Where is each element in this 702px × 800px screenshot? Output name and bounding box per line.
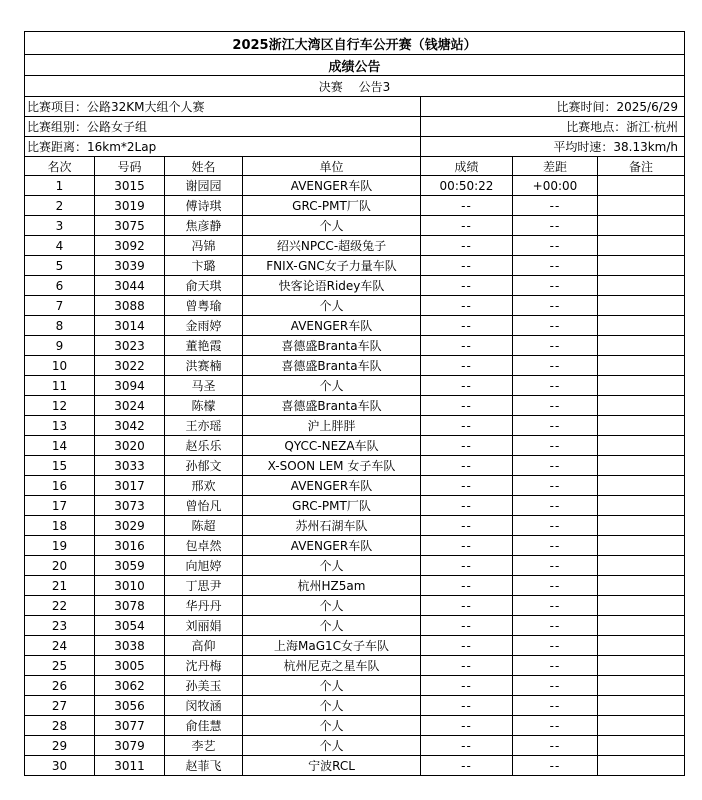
- cell-name: 马圣: [165, 376, 243, 396]
- column-header-result: 成绩: [421, 157, 513, 176]
- cell-gap: --: [513, 756, 598, 776]
- cell-rank: 4: [25, 236, 95, 256]
- cell-result: --: [421, 276, 513, 296]
- cell-name: 孙美玉: [165, 676, 243, 696]
- cell-rank: 23: [25, 616, 95, 636]
- cell-note: [598, 276, 685, 296]
- cell-rank: 17: [25, 496, 95, 516]
- cell-note: [598, 316, 685, 336]
- group-info: 比赛组别：公路女子组: [25, 117, 421, 137]
- event-info: 比赛项目：公路32KM大组个人赛: [25, 97, 421, 117]
- cell-name: 华丹丹: [165, 596, 243, 616]
- cell-rank: 6: [25, 276, 95, 296]
- table-row: [25, 316, 685, 336]
- cell-name: 李艺: [165, 736, 243, 756]
- cell-name: 刘丽娟: [165, 616, 243, 636]
- table-row: [25, 236, 685, 256]
- cell-name: 卞璐: [165, 256, 243, 276]
- cell-bib: 3023: [95, 336, 165, 356]
- cell-team: 沪上胖胖: [243, 416, 421, 436]
- cell-result: --: [421, 696, 513, 716]
- cell-team: 个人: [243, 616, 421, 636]
- cell-result: --: [421, 336, 513, 356]
- cell-name: 高仰: [165, 636, 243, 656]
- table-row: [25, 216, 685, 236]
- cell-rank: 1: [25, 176, 95, 196]
- table-row: [25, 656, 685, 676]
- cell-result: --: [421, 476, 513, 496]
- cell-note: [598, 416, 685, 436]
- cell-gap: --: [513, 616, 598, 636]
- cell-team: 个人: [243, 556, 421, 576]
- cell-gap: --: [513, 636, 598, 656]
- column-header-note: 备注: [598, 157, 685, 176]
- cell-rank: 18: [25, 516, 95, 536]
- cell-rank: 22: [25, 596, 95, 616]
- cell-rank: 30: [25, 756, 95, 776]
- table-row: [25, 336, 685, 356]
- cell-result: --: [421, 516, 513, 536]
- cell-team: 绍兴NPCC-超级兔子: [243, 236, 421, 256]
- cell-note: [598, 256, 685, 276]
- cell-name: 赵乐乐: [165, 436, 243, 456]
- cell-team: AVENGER车队: [243, 316, 421, 336]
- cell-name: 赵菲飞: [165, 756, 243, 776]
- cell-gap: --: [513, 316, 598, 336]
- table-row: [25, 456, 685, 476]
- cell-gap: --: [513, 496, 598, 516]
- cell-name: 孙郁文: [165, 456, 243, 476]
- table-row: [25, 416, 685, 436]
- cell-name: 俞佳慧: [165, 716, 243, 736]
- table-row: [25, 716, 685, 736]
- table-row: [25, 556, 685, 576]
- cell-team: 个人: [243, 676, 421, 696]
- cell-gap: +00:00: [513, 176, 598, 196]
- cell-note: [598, 716, 685, 736]
- table-row: [25, 636, 685, 656]
- cell-name: 俞天琪: [165, 276, 243, 296]
- cell-name: 陈超: [165, 516, 243, 536]
- cell-note: [598, 536, 685, 556]
- cell-result: --: [421, 616, 513, 636]
- cell-note: [598, 656, 685, 676]
- cell-bib: 3059: [95, 556, 165, 576]
- table-row: [25, 516, 685, 536]
- cell-name: 傅诗琪: [165, 196, 243, 216]
- cell-gap: --: [513, 336, 598, 356]
- cell-bib: 3022: [95, 356, 165, 376]
- cell-bib: 3016: [95, 536, 165, 556]
- cell-gap: --: [513, 676, 598, 696]
- cell-gap: --: [513, 256, 598, 276]
- cell-bib: 3079: [95, 736, 165, 756]
- cell-bib: 3088: [95, 296, 165, 316]
- document-title: 2025浙江大湾区自行车公开赛（钱塘站）: [25, 32, 685, 55]
- cell-note: [598, 196, 685, 216]
- cell-team: 个人: [243, 716, 421, 736]
- column-header-bib: 号码: [95, 157, 165, 176]
- cell-result: --: [421, 256, 513, 276]
- cell-note: [598, 676, 685, 696]
- cell-name: 焦彦静: [165, 216, 243, 236]
- cell-rank: 19: [25, 536, 95, 556]
- cell-bib: 3024: [95, 396, 165, 416]
- cell-bib: 3078: [95, 596, 165, 616]
- cell-gap: --: [513, 456, 598, 476]
- cell-note: [598, 596, 685, 616]
- cell-name: 曾粤瑜: [165, 296, 243, 316]
- cell-gap: --: [513, 536, 598, 556]
- cell-name: 陈檬: [165, 396, 243, 416]
- cell-rank: 29: [25, 736, 95, 756]
- cell-gap: --: [513, 416, 598, 436]
- column-header-name: 姓名: [165, 157, 243, 176]
- cell-result: --: [421, 576, 513, 596]
- table-row: [25, 256, 685, 276]
- cell-team: 个人: [243, 376, 421, 396]
- cell-gap: --: [513, 596, 598, 616]
- cell-gap: --: [513, 296, 598, 316]
- cell-bib: 3056: [95, 696, 165, 716]
- cell-result: --: [421, 756, 513, 776]
- cell-team: 杭州尼克之星车队: [243, 656, 421, 676]
- cell-result: --: [421, 356, 513, 376]
- cell-bib: 3042: [95, 416, 165, 436]
- column-header-team: 单位: [243, 157, 421, 176]
- cell-result: --: [421, 316, 513, 336]
- cell-name: 王亦瑶: [165, 416, 243, 436]
- cell-team: 杭州HZ5am: [243, 576, 421, 596]
- distance-info: 比赛距离：16km*2Lap: [25, 137, 421, 157]
- cell-bib: 3038: [95, 636, 165, 656]
- cell-bib: 3005: [95, 656, 165, 676]
- cell-team: FNIX-GNC女子力量车队: [243, 256, 421, 276]
- cell-rank: 27: [25, 696, 95, 716]
- cell-name: 金雨婷: [165, 316, 243, 336]
- cell-team: 苏州石湖车队: [243, 516, 421, 536]
- cell-team: AVENGER车队: [243, 536, 421, 556]
- cell-rank: 7: [25, 296, 95, 316]
- cell-gap: --: [513, 716, 598, 736]
- cell-name: 谢园园: [165, 176, 243, 196]
- cell-gap: --: [513, 556, 598, 576]
- cell-bib: 3010: [95, 576, 165, 596]
- date-info: 比赛时间：2025/6/29: [421, 97, 685, 117]
- cell-note: [598, 636, 685, 656]
- table-row: [25, 676, 685, 696]
- cell-result: --: [421, 536, 513, 556]
- cell-rank: 14: [25, 436, 95, 456]
- cell-gap: --: [513, 196, 598, 216]
- table-row: [25, 756, 685, 776]
- table-row: [25, 536, 685, 556]
- cell-result: --: [421, 636, 513, 656]
- cell-bib: 3077: [95, 716, 165, 736]
- cell-rank: 12: [25, 396, 95, 416]
- cell-bib: 3017: [95, 476, 165, 496]
- cell-team: 个人: [243, 736, 421, 756]
- cell-bib: 3092: [95, 236, 165, 256]
- cell-result: --: [421, 376, 513, 396]
- cell-result: --: [421, 556, 513, 576]
- cell-name: 邢欢: [165, 476, 243, 496]
- cell-team: QYCC-NEZA车队: [243, 436, 421, 456]
- cell-rank: 20: [25, 556, 95, 576]
- cell-name: 闵牧涵: [165, 696, 243, 716]
- cell-team: 个人: [243, 596, 421, 616]
- cell-note: [598, 236, 685, 256]
- cell-bib: 3015: [95, 176, 165, 196]
- cell-result: --: [421, 416, 513, 436]
- cell-rank: 25: [25, 656, 95, 676]
- table-row: [25, 436, 685, 456]
- table-row: [25, 376, 685, 396]
- cell-result: --: [421, 656, 513, 676]
- document-subtitle: 成绩公告: [25, 55, 685, 76]
- cell-team: 个人: [243, 296, 421, 316]
- stage-label: 决赛 公告3: [25, 76, 685, 97]
- cell-result: --: [421, 236, 513, 256]
- cell-note: [598, 456, 685, 476]
- cell-result: --: [421, 196, 513, 216]
- cell-note: [598, 756, 685, 776]
- cell-note: [598, 476, 685, 496]
- cell-note: [598, 376, 685, 396]
- cell-rank: 3: [25, 216, 95, 236]
- cell-rank: 26: [25, 676, 95, 696]
- cell-bib: 3062: [95, 676, 165, 696]
- speed-info: 平均时速：38.13km/h: [421, 137, 685, 157]
- cell-gap: --: [513, 216, 598, 236]
- cell-result: --: [421, 296, 513, 316]
- cell-rank: 5: [25, 256, 95, 276]
- cell-gap: --: [513, 516, 598, 536]
- cell-bib: 3094: [95, 376, 165, 396]
- cell-rank: 24: [25, 636, 95, 656]
- cell-note: [598, 436, 685, 456]
- cell-name: 向旭婷: [165, 556, 243, 576]
- cell-note: [598, 496, 685, 516]
- table-row: [25, 616, 685, 636]
- cell-bib: 3014: [95, 316, 165, 336]
- cell-name: 沈丹梅: [165, 656, 243, 676]
- cell-bib: 3033: [95, 456, 165, 476]
- cell-rank: 21: [25, 576, 95, 596]
- cell-team: AVENGER车队: [243, 476, 421, 496]
- cell-rank: 2: [25, 196, 95, 216]
- cell-bib: 3019: [95, 196, 165, 216]
- cell-team: 喜德盛Branta车队: [243, 396, 421, 416]
- results-sheet: [24, 31, 685, 776]
- cell-rank: 8: [25, 316, 95, 336]
- cell-result: --: [421, 216, 513, 236]
- table-row: [25, 276, 685, 296]
- cell-gap: --: [513, 576, 598, 596]
- cell-team: 个人: [243, 696, 421, 716]
- cell-result: --: [421, 396, 513, 416]
- table-row: [25, 596, 685, 616]
- cell-name: 丁思尹: [165, 576, 243, 596]
- cell-note: [598, 176, 685, 196]
- cell-gap: --: [513, 696, 598, 716]
- column-header-rank: 名次: [25, 157, 95, 176]
- table-row: [25, 696, 685, 716]
- cell-bib: 3044: [95, 276, 165, 296]
- cell-gap: --: [513, 276, 598, 296]
- table-row: [25, 356, 685, 376]
- table-row: [25, 576, 685, 596]
- cell-note: [598, 396, 685, 416]
- cell-bib: 3075: [95, 216, 165, 236]
- table-header-row: [25, 157, 685, 176]
- cell-name: 洪赛楠: [165, 356, 243, 376]
- table-row: [25, 176, 685, 196]
- cell-note: [598, 696, 685, 716]
- cell-note: [598, 556, 685, 576]
- cell-note: [598, 736, 685, 756]
- cell-rank: 9: [25, 336, 95, 356]
- cell-bib: 3054: [95, 616, 165, 636]
- cell-team: GRC-PMT厂队: [243, 196, 421, 216]
- cell-team: 上海MaG1C女子车队: [243, 636, 421, 656]
- cell-bib: 3073: [95, 496, 165, 516]
- cell-note: [598, 576, 685, 596]
- cell-note: [598, 216, 685, 236]
- cell-result: --: [421, 456, 513, 476]
- cell-rank: 16: [25, 476, 95, 496]
- cell-rank: 11: [25, 376, 95, 396]
- cell-result: --: [421, 676, 513, 696]
- table-row: [25, 736, 685, 756]
- table-row: [25, 296, 685, 316]
- cell-team: 个人: [243, 216, 421, 236]
- cell-gap: --: [513, 736, 598, 756]
- cell-result: --: [421, 496, 513, 516]
- cell-rank: 15: [25, 456, 95, 476]
- cell-rank: 28: [25, 716, 95, 736]
- cell-gap: --: [513, 476, 598, 496]
- table-row: [25, 496, 685, 516]
- table-row: [25, 396, 685, 416]
- cell-gap: --: [513, 236, 598, 256]
- venue-info: 比赛地点：浙江·杭州: [421, 117, 685, 137]
- cell-name: 曾怡凡: [165, 496, 243, 516]
- cell-gap: --: [513, 356, 598, 376]
- cell-team: AVENGER车队: [243, 176, 421, 196]
- cell-team: 喜德盛Branta车队: [243, 336, 421, 356]
- cell-note: [598, 616, 685, 636]
- cell-bib: 3039: [95, 256, 165, 276]
- cell-gap: --: [513, 396, 598, 416]
- cell-name: 包卓然: [165, 536, 243, 556]
- cell-bib: 3020: [95, 436, 165, 456]
- cell-gap: --: [513, 656, 598, 676]
- cell-gap: --: [513, 436, 598, 456]
- cell-result: 00:50:22: [421, 176, 513, 196]
- cell-note: [598, 516, 685, 536]
- cell-team: X-SOON LEM 女子车队: [243, 456, 421, 476]
- cell-bib: 3011: [95, 756, 165, 776]
- cell-rank: 13: [25, 416, 95, 436]
- cell-result: --: [421, 736, 513, 756]
- cell-team: 宁波RCL: [243, 756, 421, 776]
- cell-result: --: [421, 716, 513, 736]
- cell-name: 冯锦: [165, 236, 243, 256]
- cell-team: GRC-PMT厂队: [243, 496, 421, 516]
- column-header-gap: 差距: [513, 157, 598, 176]
- cell-gap: --: [513, 376, 598, 396]
- cell-note: [598, 296, 685, 316]
- table-row: [25, 476, 685, 496]
- cell-rank: 10: [25, 356, 95, 376]
- table-row: [25, 196, 685, 216]
- cell-result: --: [421, 596, 513, 616]
- cell-name: 董艳霞: [165, 336, 243, 356]
- cell-team: 快客论语Ridey车队: [243, 276, 421, 296]
- cell-note: [598, 336, 685, 356]
- cell-bib: 3029: [95, 516, 165, 536]
- cell-note: [598, 356, 685, 376]
- cell-result: --: [421, 436, 513, 456]
- cell-team: 喜德盛Branta车队: [243, 356, 421, 376]
